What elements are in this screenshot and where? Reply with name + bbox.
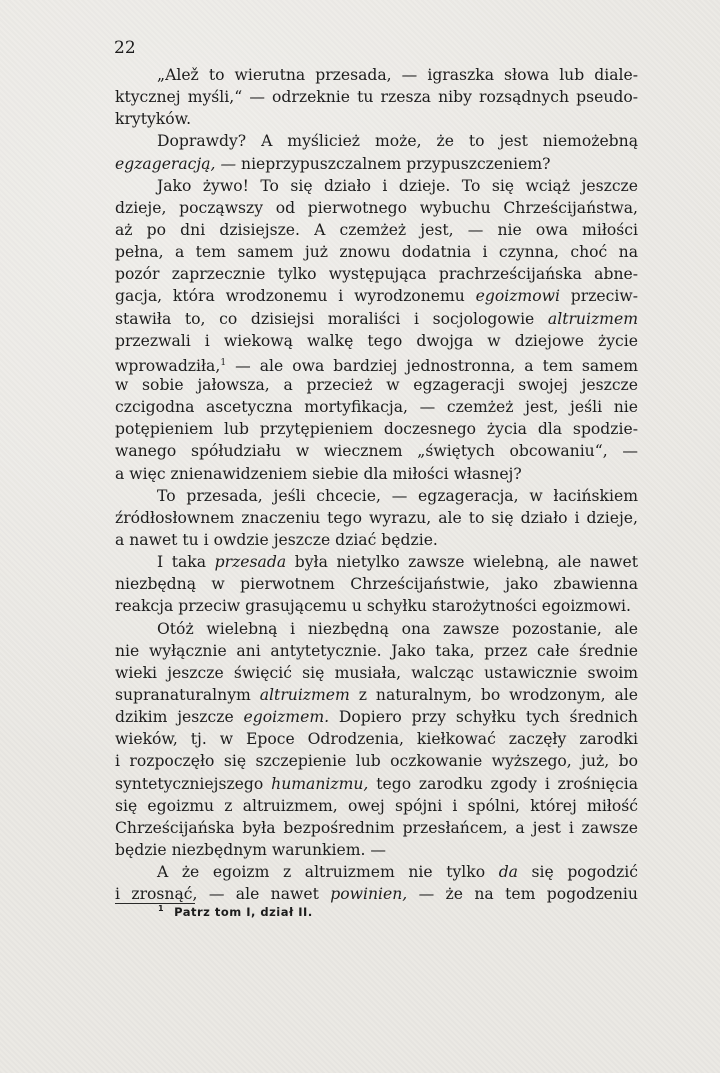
text-line: pełna, a tem samem już znowu dodatnia i czynna, choć na bbox=[115, 243, 638, 262]
text-line: Doprawdy? A myślicież może, że to jest niemożebną bbox=[157, 132, 638, 151]
footnote-text: Patrz tom I, dział II. bbox=[174, 904, 313, 919]
italic-word: altruizmem bbox=[259, 685, 350, 704]
text-line: źródłosłownem znaczeniu tego wyrazu, ale to się działo i dzieje, bbox=[115, 508, 638, 527]
footnote-marker: 1 bbox=[158, 904, 165, 913]
text-line: się egoizmu z altruizmem, owej spójni i spólni, której miłość bbox=[115, 796, 638, 815]
text-line: wieków, tj. w Epoce Odrodzenia, kiełkować zaczęły zarodki bbox=[115, 730, 638, 749]
italic-word: egoizmowi bbox=[475, 287, 560, 306]
text-span: — że na tem pogodzeniu bbox=[418, 885, 638, 904]
text-span: się pogodzić bbox=[531, 863, 638, 882]
text-line bbox=[115, 308, 638, 330]
page-number: 22 bbox=[114, 38, 136, 58]
text-line: a więc znienawidzeniem siebie dla miłości własnej? bbox=[115, 464, 522, 483]
body-text bbox=[115, 64, 638, 905]
italic-word: humanizmu, bbox=[271, 774, 369, 793]
text-line: ktycznej myśli,“ — odrzeknie tu rzesza niby rozsądnych pseudo- bbox=[115, 88, 638, 107]
text-line: dzieje, począwszy od pierwotnego wybuchu Chrześcijaństwa, bbox=[115, 198, 638, 217]
text-span: syntetyczniejszego bbox=[115, 774, 264, 793]
text-span: tego zarodku zgody i zrośnięcia bbox=[376, 774, 638, 793]
text-span: przeciw- bbox=[570, 287, 638, 306]
text-span: gacja, która wrodzonemu i wyrodzonemu bbox=[115, 287, 465, 306]
text-line bbox=[115, 285, 638, 307]
italic-word: powinien, bbox=[330, 885, 408, 904]
text-span: stawiła to, co dzisiejsi moraliści i socjologowie bbox=[115, 309, 535, 328]
italic-word: da bbox=[498, 863, 518, 882]
italic-word: egoizmem. bbox=[243, 708, 330, 727]
text-line bbox=[115, 352, 638, 374]
text-line: „Alež to wierutna przesada, — igraszka słowa lub diale- bbox=[157, 66, 638, 84]
text-line bbox=[115, 706, 638, 728]
text-line: wanego spółudziału w wiecznem „świętych obcowaniu“, — bbox=[115, 442, 638, 461]
text-span: i zrosnąć, — ale nawet bbox=[115, 885, 319, 904]
text-line: pozór zaprzecznie tylko występująca prachrześcijańska abne- bbox=[115, 265, 638, 284]
text-line: przezwali i wiekową walkę tego dwojga w dziejowe życie bbox=[115, 331, 638, 350]
text-line: i rozpoczęło się szczepienie lub oczkowanie wyższego, już, bo bbox=[115, 752, 638, 771]
text-line: niezbędną w pierwotnem Chrześcijaństwie, jako zbawienna bbox=[115, 575, 638, 594]
text-line: To przesada, jeśli chcecie, — egzageracja, w łacińskiem bbox=[157, 486, 638, 505]
text-line: Otóż wielebną i niezbędną ona zawsze pozostanie, ale bbox=[157, 619, 638, 638]
italic-word: egzageracją, — bbox=[115, 154, 237, 173]
text-span: supranaturalnym bbox=[115, 685, 251, 704]
italic-word: przesada bbox=[214, 553, 287, 572]
text-span: Dopiero przy schyłku tych średnich bbox=[338, 708, 638, 727]
text-line: wieki jeszcze święcić się musiała, walcząc ustawicznie swoim bbox=[115, 663, 638, 682]
text-line: aż po dni dzisiejsze. A czemżeż jest, — nie owa miłości bbox=[115, 220, 638, 239]
text-line: w sobie jałowsza, a przecież w egzageracji swojej jeszcze bbox=[115, 375, 638, 394]
text-span: dzikim jeszcze bbox=[115, 708, 234, 727]
text-span: nieprzypuszczalnem przypuszczeniem? bbox=[241, 154, 551, 173]
text-span: I taka bbox=[157, 553, 207, 572]
text-line bbox=[115, 773, 638, 795]
text-line: nie wyłącznie ani antytetycznie. Jako taka, przez całe średnie bbox=[115, 641, 638, 660]
italic-word: altruizmem bbox=[547, 309, 638, 328]
text-line bbox=[115, 551, 638, 573]
text-line: potępieniem lub przytępieniem doczesnego życia dla spodzie- bbox=[115, 420, 638, 439]
text-span: wprowadziła, bbox=[115, 357, 221, 376]
footnote bbox=[158, 904, 313, 919]
text-line: czcigodna ascetyczna mortyfikacja, — czemżeż jest, jeśli nie bbox=[115, 398, 638, 417]
text-line bbox=[115, 684, 638, 706]
text-span: była nietylko zawsze wielebną, ale nawet bbox=[294, 553, 638, 572]
text-line bbox=[115, 153, 638, 175]
text-line: Jako żywo! To się działo i dzieje. To się wciąż jeszcze bbox=[157, 176, 638, 195]
text-line: reakcja przeciw grasującemu u schyłku starożytności egoizmowi. bbox=[115, 597, 631, 616]
footnote-reference[interactable]: 1 bbox=[220, 357, 227, 368]
text-line: a nawet tu i owdzie jeszcze dziać będzie. bbox=[115, 530, 438, 549]
text-line: będzie niezbędnym warunkiem. — bbox=[115, 840, 386, 859]
text-line: Chrześcijańska była bezpośrednim przesłańcem, a jest i zawsze bbox=[115, 818, 638, 837]
text-line bbox=[115, 861, 638, 883]
text-span: z naturalnym, bo wrodzonym, ale bbox=[358, 685, 638, 704]
text-span: — ale owa bardziej jednostronna, a tem samem bbox=[235, 357, 638, 376]
text-line: krytyków. bbox=[115, 110, 192, 129]
text-span: A że egoizm z altruizmem nie tylko bbox=[157, 863, 486, 882]
